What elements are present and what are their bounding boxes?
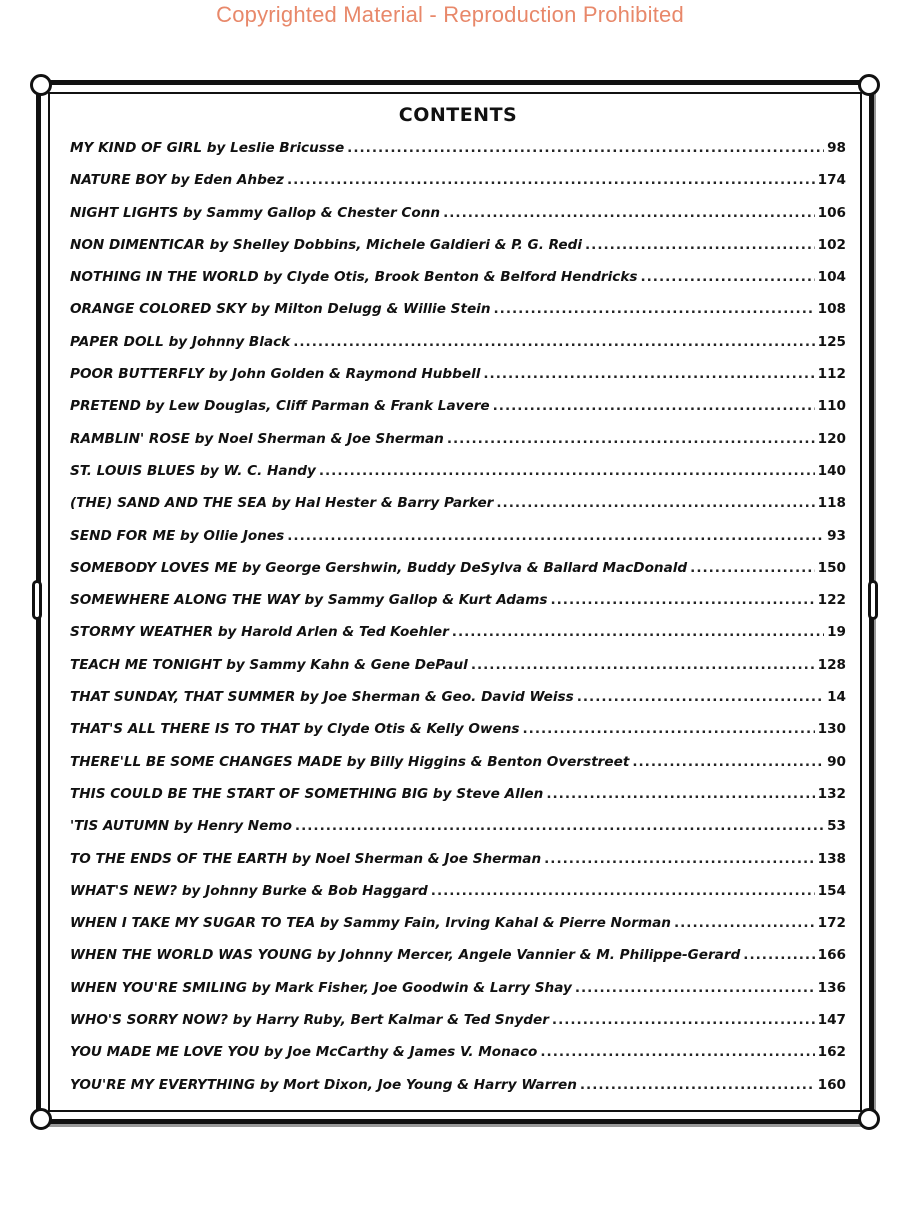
page-number: 130 xyxy=(817,721,846,738)
page-number: 172 xyxy=(817,915,846,932)
dot-leader xyxy=(493,390,815,422)
page-number: 106 xyxy=(817,204,846,221)
page-number: 160 xyxy=(817,1076,846,1093)
dot-leader xyxy=(674,907,815,939)
dot-leader xyxy=(585,229,815,261)
song-entry: THAT'S ALL THERE IS TO THAT by Clyde Otis & Kelly Owens xyxy=(70,721,520,738)
dot-leader xyxy=(287,520,824,552)
dot-leader xyxy=(287,164,815,196)
page-number: 150 xyxy=(817,559,846,576)
dot-leader xyxy=(552,1004,815,1036)
list-item xyxy=(70,584,846,616)
dot-leader xyxy=(632,746,824,778)
list-item xyxy=(70,358,846,390)
dot-leader xyxy=(471,649,815,681)
dot-leader xyxy=(550,584,814,616)
page-number: 112 xyxy=(817,366,846,383)
list-item xyxy=(70,843,846,875)
song-entry: POOR BUTTERFLY by John Golden & Raymond Hubbell xyxy=(70,366,481,383)
list-item xyxy=(70,907,846,939)
list-item xyxy=(70,132,846,164)
table-of-contents xyxy=(70,104,846,1101)
song-entry: SOMEBODY LOVES ME by George Gershwin, Buddy DeSylva & Ballard MacDonald xyxy=(70,559,688,576)
page-number: 162 xyxy=(817,1044,846,1061)
dot-leader xyxy=(443,197,815,229)
page-number: 19 xyxy=(827,624,846,641)
list-item xyxy=(70,293,846,325)
page-number: 93 xyxy=(827,527,846,544)
dot-leader xyxy=(319,455,815,487)
song-entry: NON DIMENTICAR by Shelley Dobbins, Michele Galdieri & P. G. Redi xyxy=(70,236,583,253)
song-entry: SOMEWHERE ALONG THE WAY by Sammy Gallop & Kurt Adams xyxy=(70,592,548,609)
list-item xyxy=(70,1069,846,1101)
song-entry: PAPER DOLL by Johnny Black xyxy=(70,333,291,350)
page-number: 14 xyxy=(827,689,846,706)
dot-leader xyxy=(431,875,815,907)
song-entry: TO THE ENDS OF THE EARTH by Noel Sherman & Joe Sherman xyxy=(70,850,542,867)
page-number: 120 xyxy=(817,430,846,447)
list-item xyxy=(70,326,846,358)
frame-corner-ornament xyxy=(858,74,880,96)
list-item xyxy=(70,778,846,810)
song-entry: MY KIND OF GIRL by Leslie Bricusse xyxy=(70,140,345,156)
song-entry: YOU'RE MY EVERYTHING by Mort Dixon, Joe Young & Harry Warren xyxy=(70,1076,577,1093)
list-item xyxy=(70,455,846,487)
song-entry: SEND FOR ME by Ollie Jones xyxy=(70,527,285,544)
dot-leader xyxy=(743,939,814,971)
list-item xyxy=(70,810,846,842)
song-entry: ORANGE COLORED SKY by Milton Delugg & Willie Stein xyxy=(70,301,491,318)
song-entry: YOU MADE ME LOVE YOU by Joe McCarthy & James V. Monaco xyxy=(70,1044,538,1061)
song-entry: STORMY WEATHER by Harold Arlen & Ted Koehler xyxy=(70,624,449,641)
frame-corner-ornament xyxy=(858,1108,880,1130)
page-number: 136 xyxy=(817,979,846,996)
dot-leader xyxy=(496,487,814,519)
page-number: 122 xyxy=(817,592,846,609)
frame-side-ornament xyxy=(32,580,42,620)
dot-leader xyxy=(452,616,824,648)
page-number: 98 xyxy=(827,140,846,156)
dot-leader xyxy=(580,1069,815,1101)
list-item xyxy=(70,939,846,971)
list-item xyxy=(70,681,846,713)
song-entry: (THE) SAND AND THE SEA by Hal Hester & Barry Parker xyxy=(70,495,494,512)
page-title: CONTENTS xyxy=(398,104,518,126)
dot-leader xyxy=(544,843,814,875)
dot-leader xyxy=(494,293,815,325)
list-item xyxy=(70,520,846,552)
page-number: 138 xyxy=(817,850,846,867)
dot-leader xyxy=(293,326,814,358)
dot-leader xyxy=(640,261,814,293)
dot-leader xyxy=(483,358,814,390)
page-number: 132 xyxy=(817,785,846,802)
list-item xyxy=(70,390,846,422)
song-entry: WHO'S SORRY NOW? by Harry Ruby, Bert Kalmar & Ted Snyder xyxy=(70,1012,549,1029)
song-entry: NIGHT LIGHTS by Sammy Gallop & Chester Conn xyxy=(70,204,441,221)
page-number: 147 xyxy=(817,1012,846,1029)
page-number: 102 xyxy=(817,236,846,253)
page-number: 128 xyxy=(817,656,846,673)
page-number: 110 xyxy=(817,398,846,415)
dot-leader xyxy=(447,423,815,455)
dot-leader xyxy=(523,713,815,745)
song-entry: NOTHING IN THE WORLD by Clyde Otis, Brook Benton & Belford Hendricks xyxy=(70,269,638,286)
list-item xyxy=(70,972,846,1004)
song-entry: WHEN YOU'RE SMILING by Mark Fisher, Joe Goodwin & Larry Shay xyxy=(70,979,572,996)
frame-corner-ornament xyxy=(30,1108,52,1130)
list-item xyxy=(70,713,846,745)
page-number: 140 xyxy=(817,462,846,479)
dot-leader xyxy=(690,552,814,584)
page-number: 90 xyxy=(827,753,846,770)
dot-leader xyxy=(546,778,814,810)
song-entry: 'TIS AUTUMN by Henry Nemo xyxy=(70,818,292,835)
frame-side-ornament xyxy=(868,580,878,620)
list-item xyxy=(70,261,846,293)
list-item xyxy=(70,552,846,584)
list-item xyxy=(70,487,846,519)
list-item xyxy=(70,229,846,261)
song-entry: WHEN THE WORLD WAS YOUNG by Johnny Mercer, Angele Vannier & M. Philippe-Gerard xyxy=(70,947,741,964)
frame-corner-ornament xyxy=(30,74,52,96)
song-entry: WHEN I TAKE MY SUGAR TO TEA by Sammy Fain, Irving Kahal & Pierre Norman xyxy=(70,915,671,932)
song-entry: ST. LOUIS BLUES by W. C. Handy xyxy=(70,462,316,479)
page-number: 166 xyxy=(817,947,846,964)
page-number: 104 xyxy=(817,269,846,286)
dot-leader xyxy=(347,132,824,164)
song-entry: THERE'LL BE SOME CHANGES MADE by Billy Higgins & Benton Overstreet xyxy=(70,753,630,770)
page-number: 118 xyxy=(817,495,846,512)
list-item xyxy=(70,616,846,648)
song-entry: TEACH ME TONIGHT by Sammy Kahn & Gene DePaul xyxy=(70,656,468,673)
dot-leader xyxy=(540,1036,814,1068)
song-entry: NATURE BOY by Eden Ahbez xyxy=(70,172,284,189)
list-item xyxy=(70,423,846,455)
page-number: 174 xyxy=(817,172,846,189)
dot-leader xyxy=(577,681,824,713)
list-item xyxy=(70,1036,846,1068)
page-number: 108 xyxy=(817,301,846,318)
list-item xyxy=(70,1004,846,1036)
list-item xyxy=(70,649,846,681)
list-item xyxy=(70,164,846,196)
dot-leader xyxy=(575,972,815,1004)
page-number: 53 xyxy=(827,818,846,835)
list-item xyxy=(70,746,846,778)
page-number: 125 xyxy=(817,333,846,350)
dot-leader xyxy=(295,810,824,842)
song-entry: THIS COULD BE THE START OF SOMETHING BIG by Steve Allen xyxy=(70,785,544,802)
list-item xyxy=(70,197,846,229)
copyright-watermark: Copyrighted Material - Reproduction Prohibited xyxy=(216,2,684,27)
list-item xyxy=(70,875,846,907)
song-entry: THAT SUNDAY, THAT SUMMER by Joe Sherman & Geo. David Weiss xyxy=(70,689,574,706)
song-entry: RAMBLIN' ROSE by Noel Sherman & Joe Sherman xyxy=(70,430,444,447)
song-entry: PRETEND by Lew Douglas, Cliff Parman & Frank Lavere xyxy=(70,398,490,415)
song-entry: WHAT'S NEW? by Johnny Burke & Bob Haggard xyxy=(70,882,428,899)
contents-list xyxy=(70,132,846,1101)
page-number: 154 xyxy=(817,882,846,899)
